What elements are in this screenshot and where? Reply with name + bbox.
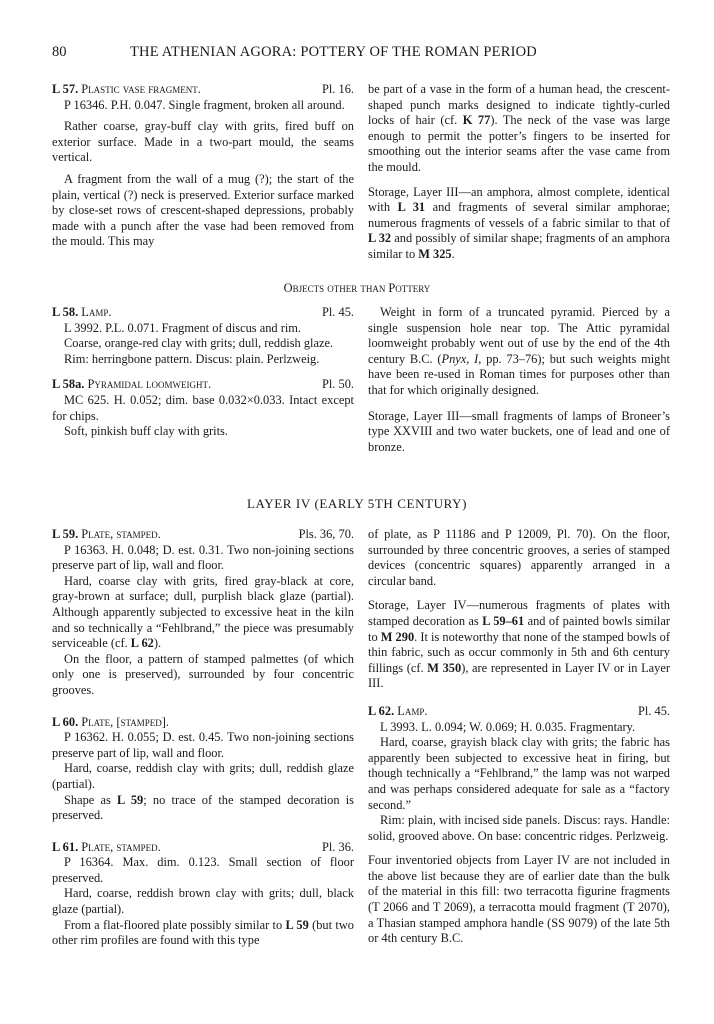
plate-ref: Pl. 50. xyxy=(321,377,354,392)
entry-title: Pyramidal loomweight. xyxy=(87,377,212,392)
paragraph: Coarse, orange-red clay with grits; dull, reddish glaze. xyxy=(64,336,334,351)
paragraph: L 3992. P.L. 0.071. Fragment of discus and rim. xyxy=(64,320,302,335)
paragraph: Hard, coarse, grayish black clay with grits; the fabric has apparently been subjected to excessive heat in firing, but though technically a “Fehlbrand,” the lamp was not warped and was perhaps considered adequate for sale as a “factory second.” xyxy=(368,735,670,812)
section-heading-objects: Objects other than Pottery xyxy=(283,281,431,295)
plate-ref: Pl. 45. xyxy=(637,703,670,718)
paragraph: A fragment from the wall of a mug (?); the start of the plain, vertical (?) neck is preserved. Exterior surface marked by close-set rows of crescent-shaped depressions, probably made with a punch after the vase had been removed from the mould. This may xyxy=(52,171,354,249)
entry-heading xyxy=(52,840,354,856)
entry-id: L 58. xyxy=(52,305,79,319)
plate-ref: Pl. 45. xyxy=(321,305,354,319)
running-title: THE ATHENIAN AGORA: POTTERY OF THE ROMAN PERIOD xyxy=(130,44,537,60)
paragraph: P 16363. H. 0.048; D. est. 0.31. Two non-joining sections preserve part of lip, wall and floor. xyxy=(52,542,354,573)
entry-id: L 60. xyxy=(52,714,79,729)
text-column-top-right xyxy=(368,82,670,263)
text-column-mid-right xyxy=(368,305,670,455)
plate-ref: Pl. 16. xyxy=(321,82,354,96)
paragraph: Rim: plain, with incised side panels. Discus: rays. Handle: solid, grooved above. On base: concentric ridges. Perlzweig. xyxy=(368,813,670,843)
entry-heading xyxy=(52,305,354,321)
entry-heading xyxy=(52,377,354,393)
paragraph: P 16346. P.H. 0.047. Single fragment, broken all around. xyxy=(64,97,345,112)
entry-title: Lamp. xyxy=(397,703,428,718)
catalog-entry-l57 xyxy=(52,82,354,250)
storage-paragraph: Storage, Layer III—small fragments of lamps of Broneer’s type XXVIII and two water buckets, one of lead and one of bronze. xyxy=(368,408,670,454)
entry-id: L 57. xyxy=(52,82,79,96)
paragraph: Rim: herringbone pattern. Discus: plain. Perlzweig. xyxy=(64,351,320,366)
paragraph: Hard, coarse, reddish brown clay with grits; dull, black glaze (partial). xyxy=(52,886,354,917)
plate-ref: Pl. 36. xyxy=(321,839,354,854)
paragraph: P 16364. Max. dim. 0.123. Small section of floor preserved. xyxy=(52,855,354,885)
paragraph: Weight in form of a truncated pyramid. Pierced by a single suspension hole near top. The Attic pyramidal loomweight probably went out of use by the end of the 4th century B.C. (Pnyx, I, pp. 73–76); but such weights might have been re-used in Roman times for purposes other than that for which originally designed. xyxy=(368,305,670,397)
paragraph: Shape as L 59; no trace of the stamped decoration is preserved. xyxy=(52,792,354,823)
entry-id: L 59. xyxy=(52,527,79,541)
entry-heading xyxy=(52,715,354,731)
paragraph: of plate, as P 11186 and P 12009, Pl. 70). On the floor, surrounded by three concentric grooves, a series of stamped devices (concentric squares) apparently arranged in a circular band. xyxy=(368,527,670,588)
entry-heading xyxy=(52,527,354,543)
running-header xyxy=(52,44,662,64)
catalog-entry-l58 xyxy=(52,305,354,440)
paragraph: Hard, coarse, reddish clay with grits; dull, reddish glaze (partial). xyxy=(52,761,354,791)
paragraph: On the floor, a pattern of stamped palmettes (of which only one is preserved), surrounded by four concentric grooves. xyxy=(52,651,354,697)
entry-id: L 58a. xyxy=(52,377,85,392)
entry-id: L 62. xyxy=(368,703,395,718)
paragraph: Soft, pinkish buff clay with grits. xyxy=(64,424,228,439)
plate-ref: Pls. 36, 70. xyxy=(298,527,354,541)
paragraph: Four inventoried objects from Layer IV are not included in the above list because they are of earlier date than the bulk of the material in this fill: two terracotta figurine fragments (T 2066 and T 2069), a terracotta mould fragment (T 2070), a Thasian stamped amphora handle (SS 9079) of the late 5th or 4th century B.C. xyxy=(368,853,670,946)
entry-title: Plate, [stamped]. xyxy=(81,714,169,729)
entry-heading xyxy=(52,82,354,98)
paragraph: be part of a vase in the form of a human head, the crescent-shaped punch marks designed to indicate tightly-curled locks of hair (cf. K 77). The neck of the vase was large enough to permit the potter’s fingers to be inserted for smoothing out the interior seams after the vase came from the mould. xyxy=(368,82,670,174)
paragraph: Hard, coarse clay with grits, fired gray-black at core, gray-brown at surface; dull, purplish black glaze (partial). Although apparently subjected to excessive heat in the kiln and so technically a “Fehlbrand,” the piece was presumably serviceable (cf. L 62). xyxy=(52,573,354,651)
paragraph: L 3993. L. 0.094; W. 0.069; H. 0.035. Fragmentary. xyxy=(380,719,636,734)
entry-heading xyxy=(368,704,670,720)
storage-paragraph: Storage, Layer IV—numerous fragments of plates with stamped decoration as L 59–61 and of painted bowls similar to M 290. It is noteworthy that none of the stamped bowls of thin fabric, such as occur commonly in 5th and 6th century fillings (cf. M 350), are represented in Layer IV or in Layer III. xyxy=(368,598,670,691)
page-number: 80 xyxy=(52,44,67,60)
storage-paragraph: Storage, Layer III—an amphora, almost complete, identical with L 31 and fragments of several similar amphorae; numerous fragments of vessels of a fabric similar to that of L 32 and possibly of similar shape; fragments of an amphora similar to M 325. xyxy=(368,184,670,261)
entry-title: Plate, stamped. xyxy=(81,839,161,854)
section-heading-layer-iv: LAYER IV (EARLY 5TH CENTURY) xyxy=(246,496,468,511)
entry-title: Plate, stamped. xyxy=(81,527,161,541)
catalog-entries-l59-l61 xyxy=(52,527,354,949)
paragraph: MC 625. H. 0.052; dim. base 0.032×0.033. Intact except for chips. xyxy=(52,392,354,423)
text-column-bottom-right xyxy=(368,527,670,947)
entry-title: Plastic vase fragment. xyxy=(81,82,201,96)
paragraph: P 16362. H. 0.055; D. est. 0.45. Two non-joining sections preserve part of lip, wall and floor. xyxy=(52,730,354,760)
paragraph: From a flat-floored plate possibly similar to L 59 (but two other rim profiles are found with this type xyxy=(52,917,354,948)
entry-title: Lamp. xyxy=(81,305,112,319)
entry-id: L 61. xyxy=(52,839,79,854)
paragraph: Rather coarse, gray-buff clay with grits, fired buff on exterior surface. Made in a two-part mould, the seams vertical. xyxy=(52,119,354,165)
